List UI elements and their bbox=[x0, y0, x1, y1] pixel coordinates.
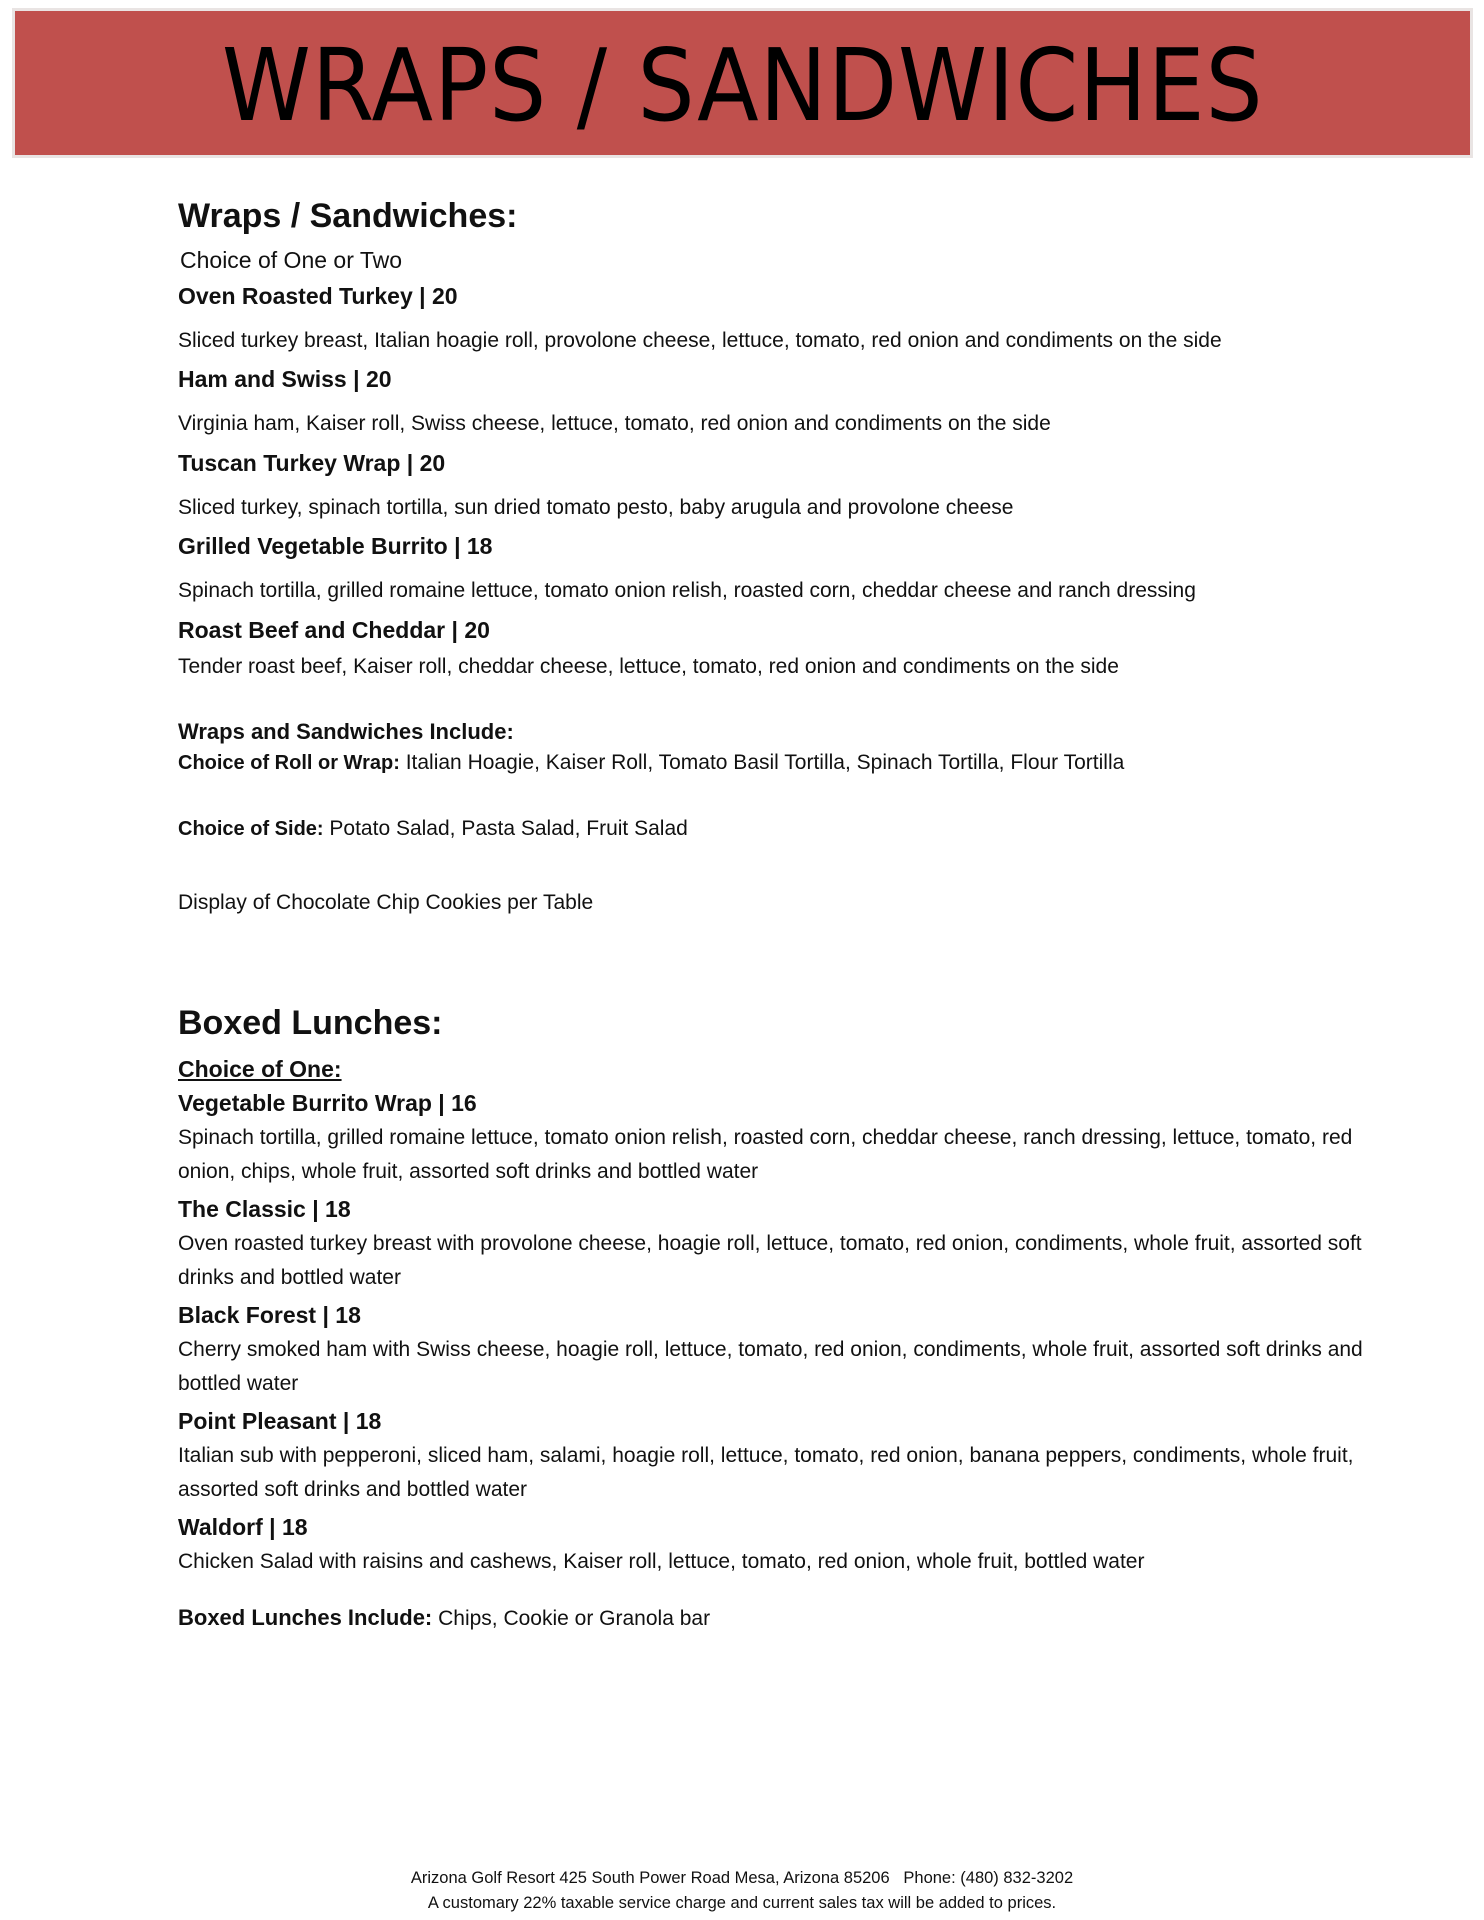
item-description: Spinach tortilla, grilled romaine lettuce, tomato onion relish, roasted corn, cheddar cheese, ranch dressing, lettuce, tomato, red onion, chips, whole fruit, assorted soft drinks and bottled water bbox=[178, 1125, 1353, 1183]
roll-choice-value: Italian Hoagie, Kaiser Roll, Tomato Basil Tortilla, Spinach Tortilla, Flour Tortilla bbox=[399, 751, 1125, 775]
item-description: Virginia ham, Kaiser roll, Swiss cheese, lettuce, tomato, red onion and condiments on the side bbox=[178, 412, 1051, 436]
footer-address: Arizona Golf Resort 425 South Power Road Mesa, Arizona 85206 Phone: (480) 832-3202 bbox=[410, 1869, 1074, 1887]
footer bbox=[0, 1866, 1484, 1916]
item-name: Black Forest | 18 bbox=[178, 1301, 361, 1328]
item-description: Chicken Salad with raisins and cashews, Kaiser roll, lettuce, tomato, red onion, whole fruit, bottled water bbox=[178, 1549, 1145, 1573]
boxed-includes-label: Boxed Lunches Include: bbox=[178, 1604, 433, 1630]
item-description: Tender roast beef, Kaiser roll, cheddar cheese, lettuce, tomato, red onion and condiments on the side bbox=[178, 654, 1119, 678]
item-name: Waldorf | 18 bbox=[178, 1513, 308, 1540]
menu-item bbox=[178, 449, 1408, 524]
item-description: Sliced turkey, spinach tortilla, sun dried tomato pesto, baby arugula and provolone cheese bbox=[178, 495, 1014, 519]
item-name: Point Pleasant | 18 bbox=[178, 1407, 382, 1434]
cookie-display-line: Display of Chocolate Chip Cookies per Table bbox=[178, 891, 594, 915]
menu-item bbox=[178, 282, 1408, 357]
item-description: Spinach tortilla, grilled romaine lettuce, tomato onion relish, roasted corn, cheddar cheese and ranch dressing bbox=[178, 579, 1196, 603]
wraps-section-title: Wraps / Sandwiches: bbox=[178, 197, 518, 235]
wraps-section bbox=[178, 196, 1408, 915]
header-banner bbox=[12, 8, 1473, 158]
menu-item bbox=[178, 1195, 1408, 1295]
item-description: Sliced turkey breast, Italian hoagie roll, provolone cheese, lettuce, tomato, red onion and condiments on the side bbox=[178, 328, 1222, 352]
item-name: Tuscan Turkey Wrap | 20 bbox=[178, 449, 446, 476]
menu-item bbox=[178, 1513, 1408, 1579]
page-title: WRAPS / SANDWICHES bbox=[221, 26, 1264, 144]
side-choice-label: Choice of Side: bbox=[178, 818, 324, 841]
item-name: Vegetable Burrito Wrap | 16 bbox=[178, 1090, 477, 1117]
boxed-includes-value: Chips, Cookie or Granola bar bbox=[432, 1606, 711, 1630]
item-name: Roast Beef and Cheddar | 20 bbox=[178, 616, 490, 643]
boxed-choice-label: Choice of One: bbox=[178, 1056, 342, 1083]
item-name: Grilled Vegetable Burrito | 18 bbox=[178, 533, 493, 560]
item-name: Ham and Swiss | 20 bbox=[178, 366, 392, 393]
menu-item bbox=[178, 1089, 1408, 1189]
item-description: Italian sub with pepperoni, sliced ham, salami, hoagie roll, lettuce, tomato, red onion, banana peppers, condiments, whole fruit, assorted soft drinks and bottled water bbox=[178, 1443, 1354, 1501]
wraps-includes-heading: Wraps and Sandwiches Include: bbox=[178, 719, 514, 745]
menu-item bbox=[178, 1407, 1408, 1507]
menu-item bbox=[178, 616, 1408, 683]
menu-item bbox=[178, 1301, 1408, 1401]
boxed-section-title: Boxed Lunches: bbox=[178, 1004, 443, 1043]
side-choice-line bbox=[178, 817, 1408, 841]
menu-item bbox=[178, 532, 1408, 607]
item-name: Oven Roasted Turkey | 20 bbox=[178, 282, 458, 309]
roll-choice-label: Choice of Roll or Wrap: bbox=[178, 752, 400, 775]
wraps-subtitle: Choice of One or Two bbox=[180, 246, 403, 273]
side-choice-value: Potato Salad, Pasta Salad, Fruit Salad bbox=[323, 817, 688, 841]
item-description: Oven roasted turkey breast with provolone cheese, hoagie roll, lettuce, tomato, red onion, condiments, whole fruit, assorted soft drinks and bottled water bbox=[178, 1231, 1362, 1289]
menu-content bbox=[178, 196, 1408, 1652]
menu-item bbox=[178, 365, 1408, 440]
boxed-lunches-section bbox=[178, 1003, 1408, 1630]
item-name: The Classic | 18 bbox=[178, 1195, 351, 1222]
roll-choice-line bbox=[178, 751, 1408, 775]
boxed-includes-line bbox=[178, 1605, 1408, 1631]
item-description: Cherry smoked ham with Swiss cheese, hoagie roll, lettuce, tomato, red onion, condiments, whole fruit, assorted soft drinks and bottled water bbox=[178, 1337, 1363, 1395]
footer-disclaimer: A customary 22% taxable service charge and current sales tax will be added to prices. bbox=[427, 1893, 1057, 1912]
